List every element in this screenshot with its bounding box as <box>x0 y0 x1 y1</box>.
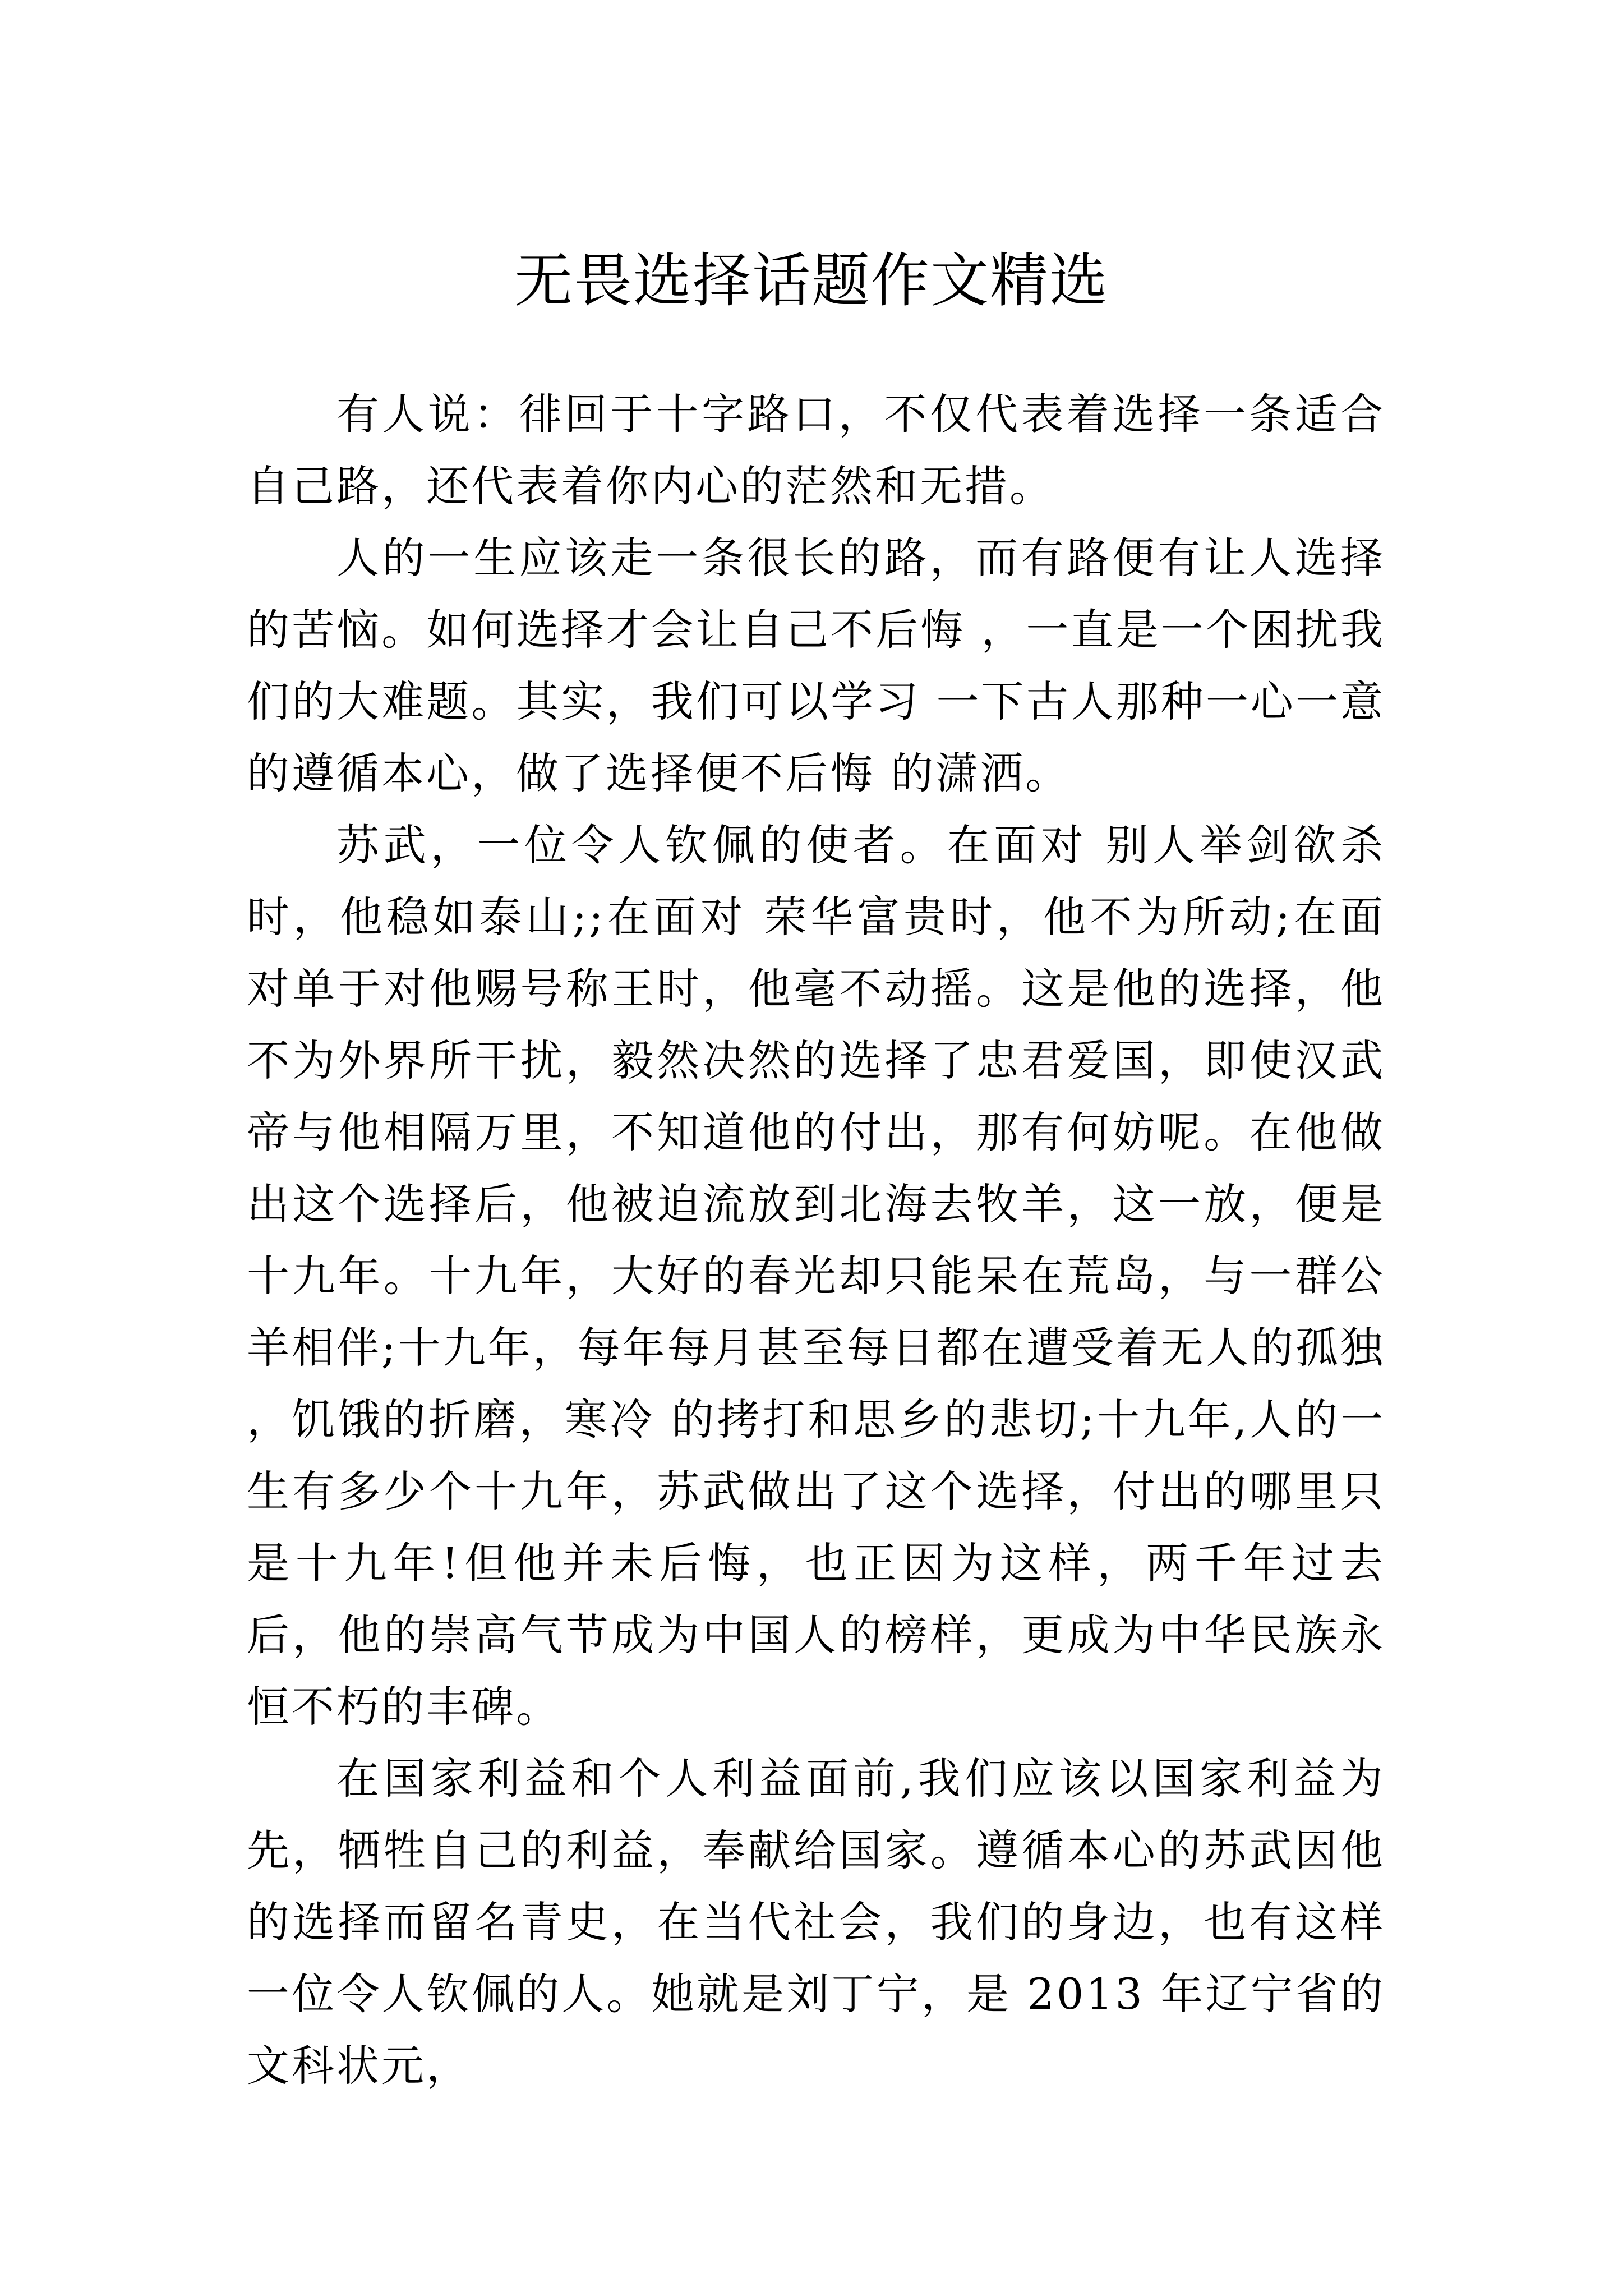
paragraph-2: 人的一生应该走一条很长的路，而有路便有让人选择的苦恼。如何选择才会让自己不后悔 ，一直是一个困扰我们的大难题。其实，我们可以学习 一下古人那种一心一意的遵循本心，做了选择便不后悔 的潇洒。 <box>247 533 1385 798</box>
paragraph-3: 苏武，一位令人钦佩的使者。在面对 别人举剑欲杀时，他稳如泰山;;在面对 荣华富贵时，他不为所动;在面对单于对他赐号称王时，他毫不动摇。这是他的选择，他不为外界所干扰，毅然决然的选择了忠君爱国，即使汉武帝与他相隔万里，不知道他的付出，那有何妨呢。在他做出这个选择后，他被迫流放到北海去牧羊，这一放，便是十九年。十九年，大好的春光却只能呆在荒岛，与一群公羊相伴;十九年，每年每月甚至每日都在遭受着无人的孤独 ，饥饿的折磨，寒冷 的拷打和思乡的悲切;十九年,人的一生有多少个十九年，苏武做出了这个选择，付出的哪里只是十九年!但他并未后悔，也正因为这样，两千年过去后，他的崇高气节成为中国人的榜样，更成为中华民族永恒不朽的丰碑。 <box>247 820 1385 1732</box>
page-title: 无畏选择话题作文精选 <box>514 246 1109 315</box>
paragraph-1: 有人说：徘回于十字路口，不仅代表着选择一条适合自己路，还代表着你内心的茫然和无措。 <box>247 389 1385 511</box>
essay-body <box>247 379 1385 2102</box>
paragraph-4: 在国家利益和个人利益面前,我们应该以国家利益为先，牺牲自己的利益，奉献给国家。遵循本心的苏武因他的选择而留名青史，在当代社会，我们的身边，也有这样一位令人钦佩的人。她就是刘丁宁，是 2013 年辽宁省的文科状元， <box>247 1754 1385 2091</box>
